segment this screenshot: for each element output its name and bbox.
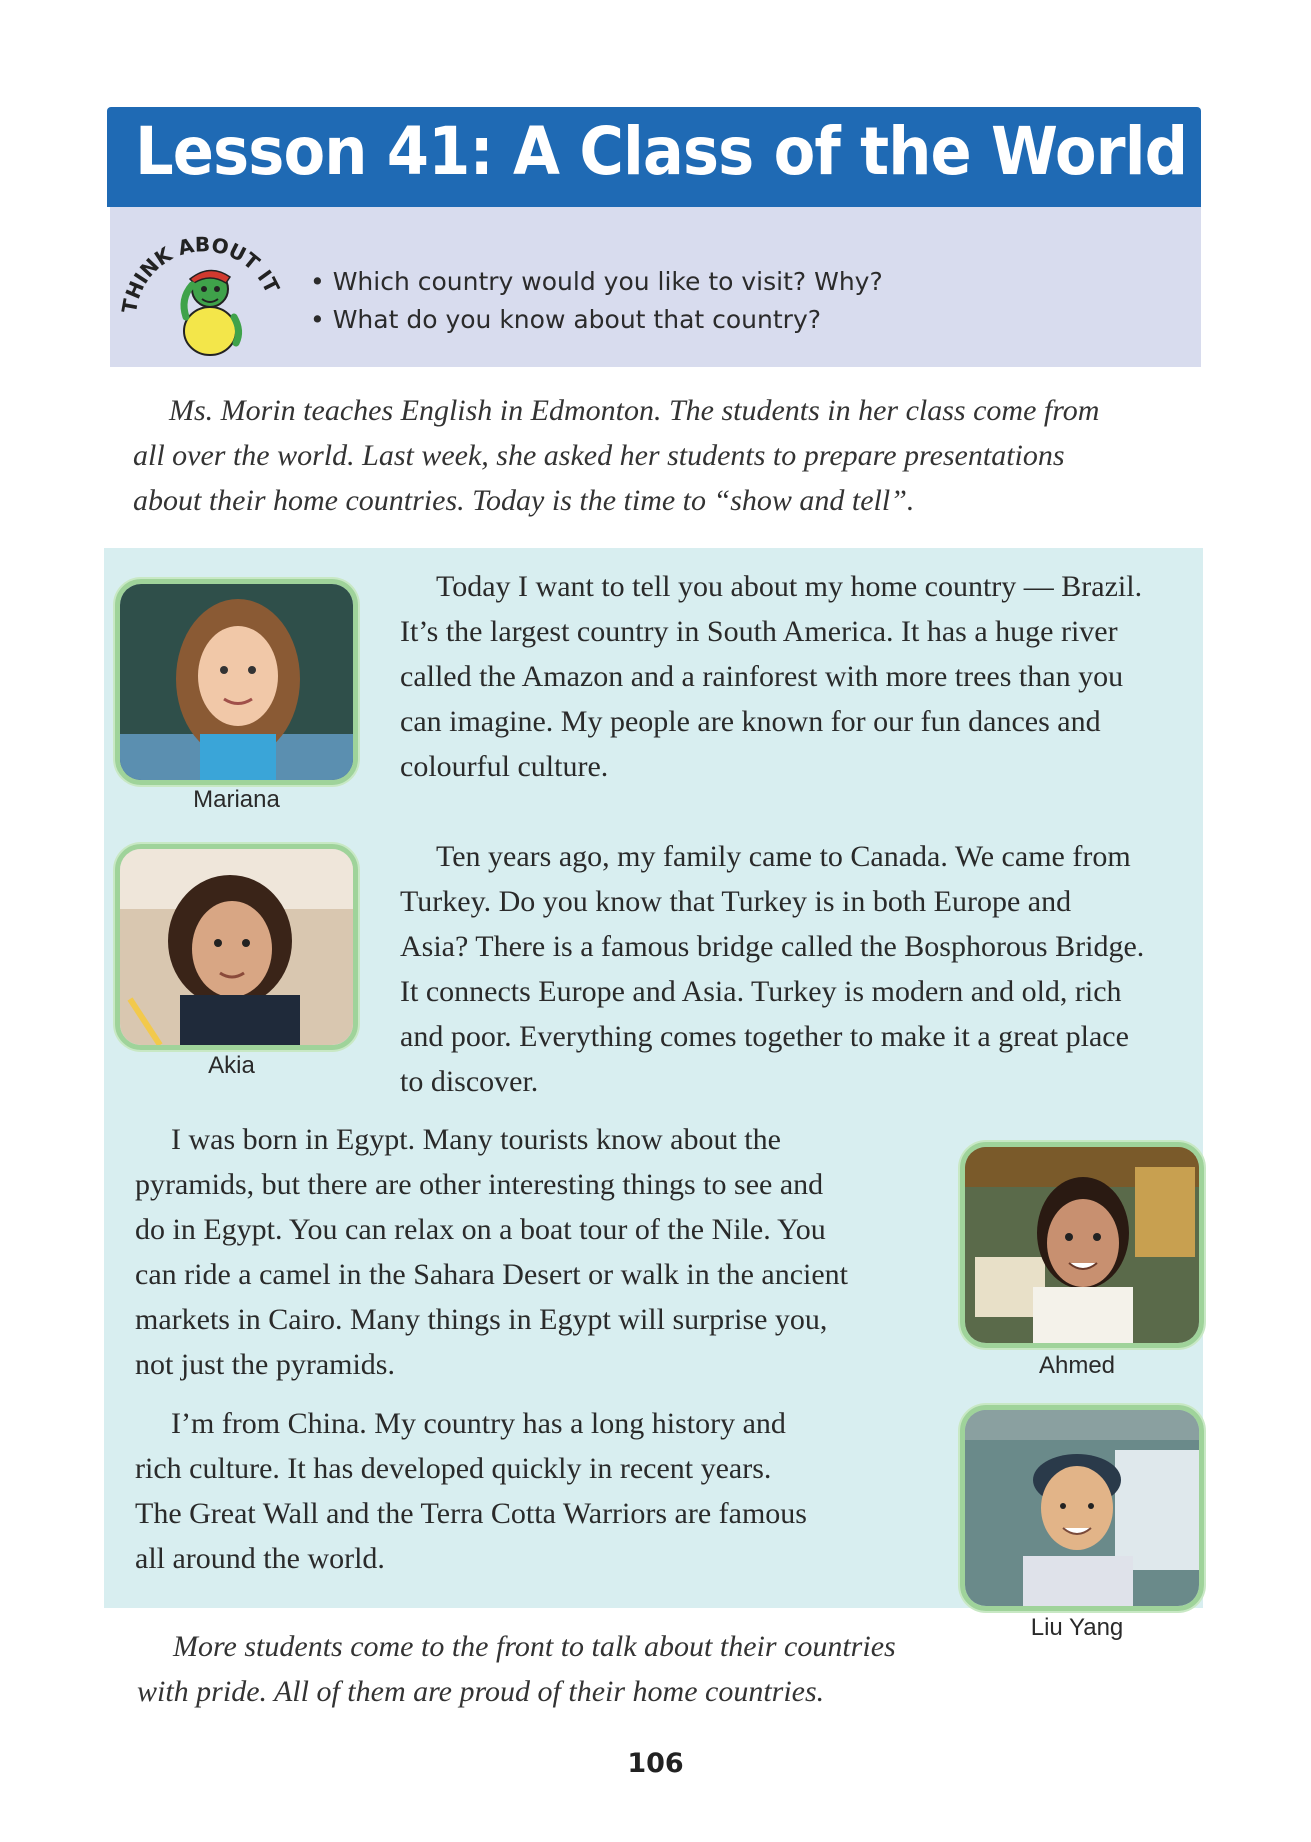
story-line: markets in Cairo. Many things in Egypt will surprise you, [135,1303,828,1336]
story-line: and poor. Everything comes together to make it a great place [400,1020,1129,1053]
story-line: to discover. [400,1065,539,1098]
outro-line: More students come to the front to talk about their countries [173,1630,896,1663]
story-line: rich culture. It has developed quickly in recent years. [135,1452,772,1485]
story-line: do in Egypt. You can relax on a boat tour of the Nile. You [135,1213,826,1246]
story-paragraph-egypt [135,1117,935,1387]
student-photo-liu-yang [960,1405,1204,1611]
think-about-it-box [110,207,1201,367]
lesson-title-bar [107,107,1201,207]
think-about-it-questions [310,263,883,339]
story-paragraph-brazil [400,564,1220,789]
story-line: Ten years ago, my family came to Canada. We came from [436,840,1131,873]
student-name-caption: Ahmed [1038,1352,1116,1379]
think-about-it-logo [118,219,288,359]
student-photo-akia [115,844,358,1050]
svg-text:THINK ABOUT IT: THINK ABOUT IT [118,232,285,315]
outro-line: with pride. All of them are proud of their home countries. [137,1675,825,1708]
intro-line: Ms. Morin teaches English in Edmonton. The students in her class come from [169,394,1100,427]
page-number: 106 [627,1748,684,1779]
story-line: It connects Europe and Asia. Turkey is modern and old, rich [400,975,1122,1008]
story-line: Today I want to tell you about my home country — Brazil. [436,570,1143,603]
story-line: The Great Wall and the Terra Cotta Warriors are famous [135,1497,807,1530]
intro-paragraph [133,388,1203,523]
student-name-caption: Mariana [193,786,280,813]
story-paragraph-china [135,1401,935,1581]
story-line: Asia? There is a famous bridge called the Bosphorous Bridge. [400,930,1145,963]
story-line: called the Amazon and a rainforest with more trees than you [400,660,1124,693]
intro-line: about their home countries. Today is the time to “show and tell”. [133,484,915,517]
story-line: Turkey. Do you know that Turkey is in both Europe and [400,885,1072,918]
story-paragraph-turkey [400,834,1220,1104]
story-line: all around the world. [135,1542,385,1575]
story-line: pyramids, but there are other interesting things to see and [135,1168,824,1201]
lesson-title: Lesson 41: A Class of the World [135,113,1188,190]
story-line: colourful culture. [400,750,609,783]
student-photo-ahmed [960,1142,1204,1348]
student-name-caption: Liu Yang [1030,1614,1124,1641]
question-item: • What do you know about that country? [310,301,883,339]
story-line: not just the pyramids. [135,1348,395,1381]
story-line: It’s the largest country in South America. It has a huge river [400,615,1118,648]
story-line: I was born in Egypt. Many tourists know about the [171,1123,781,1156]
story-line: can ride a camel in the Sahara Desert or walk in the ancient [135,1258,849,1291]
question-item: • Which country would you like to visit? Why? [310,263,883,301]
story-line: I’m from China. My country has a long history and [171,1407,786,1440]
closing-paragraph [137,1624,1037,1714]
student-photo-mariana [115,579,358,785]
intro-line: all over the world. Last week, she asked her students to prepare presentations [133,439,1065,472]
story-line: can imagine. My people are known for our fun dances and [400,705,1101,738]
student-name-caption: Akia [208,1052,255,1079]
